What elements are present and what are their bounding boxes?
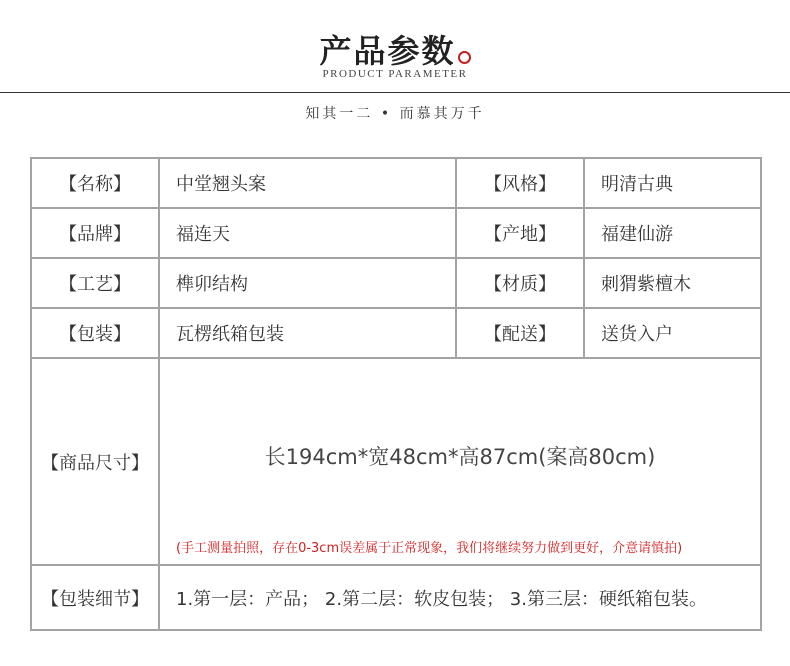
- param-row-brand: [31, 208, 761, 258]
- label-brand: 【品牌】: [31, 208, 159, 258]
- label-material: 【材质】: [456, 258, 584, 308]
- value-name: 中堂翘头案: [159, 158, 456, 208]
- value-delivery: 送货入户: [584, 308, 761, 358]
- label-name: 【名称】: [31, 158, 159, 208]
- value-packaging-detail: 1.第一层：产品； 2.第二层：软皮包装； 3.第三层：硬纸箱包装。: [159, 565, 761, 630]
- red-circle-icon: [458, 51, 471, 64]
- param-row-size: [31, 358, 761, 565]
- size-value: 长194cm*宽48cm*高87cm(案高80cm): [264, 445, 656, 469]
- value-style: 明清古典: [584, 158, 761, 208]
- param-row-craft: [31, 258, 761, 308]
- param-row-package: [31, 308, 761, 358]
- size-note: (手工测量拍照，存在0-3cm误差属于正常现象，我们将继续努力做到更好，介意请慎拍): [176, 541, 683, 556]
- label-size: 【商品尺寸】: [31, 358, 159, 565]
- parameter-table: [30, 157, 762, 631]
- page-title-text: 产品参数: [319, 32, 456, 70]
- value-origin: 福建仙游: [584, 208, 761, 258]
- value-craft: 榫卯结构: [159, 258, 456, 308]
- header-divider: [0, 92, 790, 93]
- page-title: [0, 26, 790, 72]
- size-cell: [159, 358, 761, 565]
- value-material: 刺猬紫檀木: [584, 258, 761, 308]
- value-package: 瓦楞纸箱包装: [159, 308, 456, 358]
- label-craft: 【工艺】: [31, 258, 159, 308]
- param-row-packaging-detail: [31, 565, 761, 630]
- page-subtitle-en: PRODUCT PARAMETER: [322, 68, 468, 80]
- value-brand: 福连天: [159, 208, 456, 258]
- param-row-name: [31, 158, 761, 208]
- label-package: 【包装】: [31, 308, 159, 358]
- label-style: 【风格】: [456, 158, 584, 208]
- tagline: 知其一二 • 而慕其万千: [305, 106, 485, 122]
- label-packaging-detail: 【包装细节】: [31, 565, 159, 630]
- label-delivery: 【配送】: [456, 308, 584, 358]
- label-origin: 【产地】: [456, 208, 584, 258]
